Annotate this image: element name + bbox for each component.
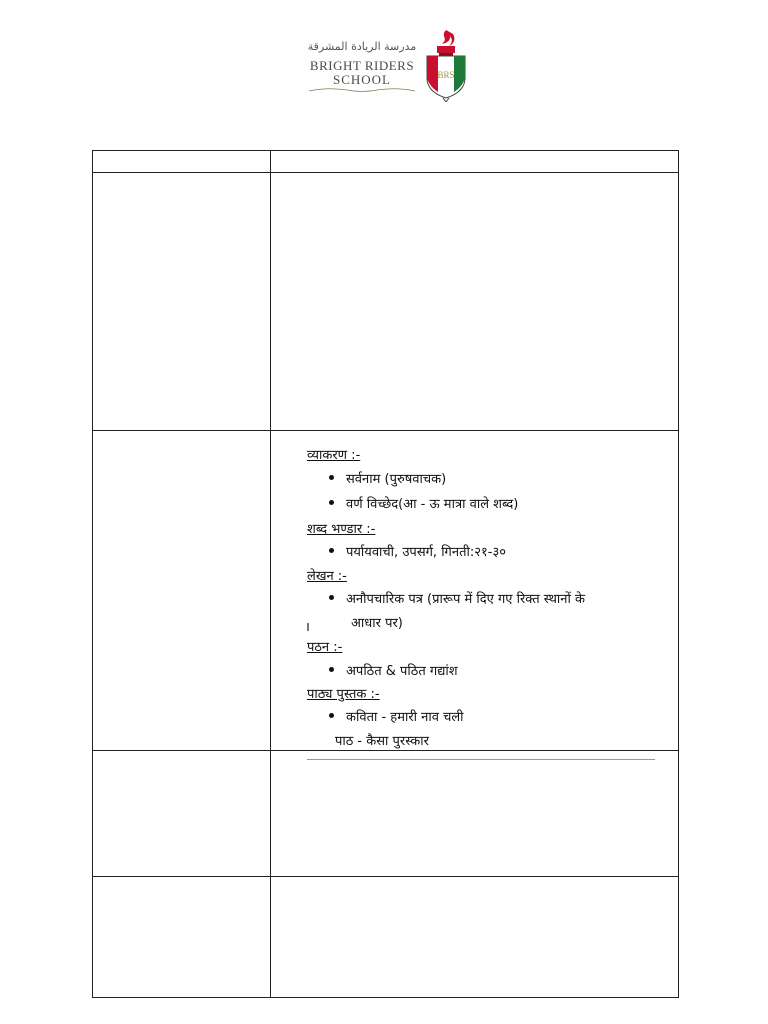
logo-wordmark [303,28,421,102]
grammar-item-text: सर्वनाम (पुरुषवाचक) [346,472,447,487]
table-cell-left [93,877,271,997]
school-logo [303,28,467,102]
syllabus-content-cell [271,431,678,750]
textbook-item [329,711,464,724]
textbook-item-text: कविता - हमारी नाव चली [346,710,464,725]
textbook-item-continuation: पाठ - कैसा पुरस्कार [335,734,429,749]
bullet-icon [329,500,334,505]
header-cell-left [93,151,271,172]
table-cell-left [93,431,271,750]
syllabus-table [92,150,679,998]
header-cell-right [271,151,678,172]
table-cell-left [93,751,271,876]
table-row [93,173,678,431]
table-row-syllabus [93,431,678,751]
vocab-item-text: पर्यायवाची, उपसर्ग, गिनती:२१-३० [346,545,506,560]
logo-arabic-name: مدرسة الريادة المشرقة [307,40,417,53]
svg-text:BRS: BRS [437,70,455,80]
logo-swash-ornament [307,86,417,94]
vocab-item [329,546,506,559]
crest-icon [423,28,469,102]
reading-heading: पठन :- [307,640,343,655]
table-cell-left [93,173,271,430]
bullet-icon [329,548,334,553]
reading-item-text: अपठित & पठित गद्यांश [346,664,458,679]
writing-item [329,593,585,606]
bullet-icon [329,713,334,718]
table-cell-right [271,751,678,876]
bullet-icon [329,595,334,600]
logo-name-line1: BRIGHT RIDERS [309,58,415,73]
table-cell-right [271,877,678,997]
writing-heading: लेखन :- [307,569,347,584]
table-cell-right [271,173,678,430]
bullet-icon [329,475,334,480]
writing-item-continuation: आधार पर) [351,616,403,631]
reading-item [329,665,458,678]
grammar-heading: व्याकरण :- [307,448,361,463]
table-row [93,877,678,997]
textbook-heading: पाठ्य पुस्तक :- [307,687,380,702]
vocab-heading: शब्द भण्डार :- [307,522,376,537]
table-row [93,751,678,877]
grammar-item [329,498,518,511]
grammar-item-text: वर्ण विच्छेद(आ - ऊ मात्रा वाले शब्द) [346,497,519,512]
table-header-row [93,151,678,173]
logo-name-line2: SCHOOL [332,72,391,87]
grammar-item [329,473,446,486]
writing-item-text: अनौपचारिक पत्र (प्रारूप में दिए गए रिक्त स्थानों के [346,592,585,607]
bullet-icon [329,667,334,672]
scan-artifact [307,623,309,631]
